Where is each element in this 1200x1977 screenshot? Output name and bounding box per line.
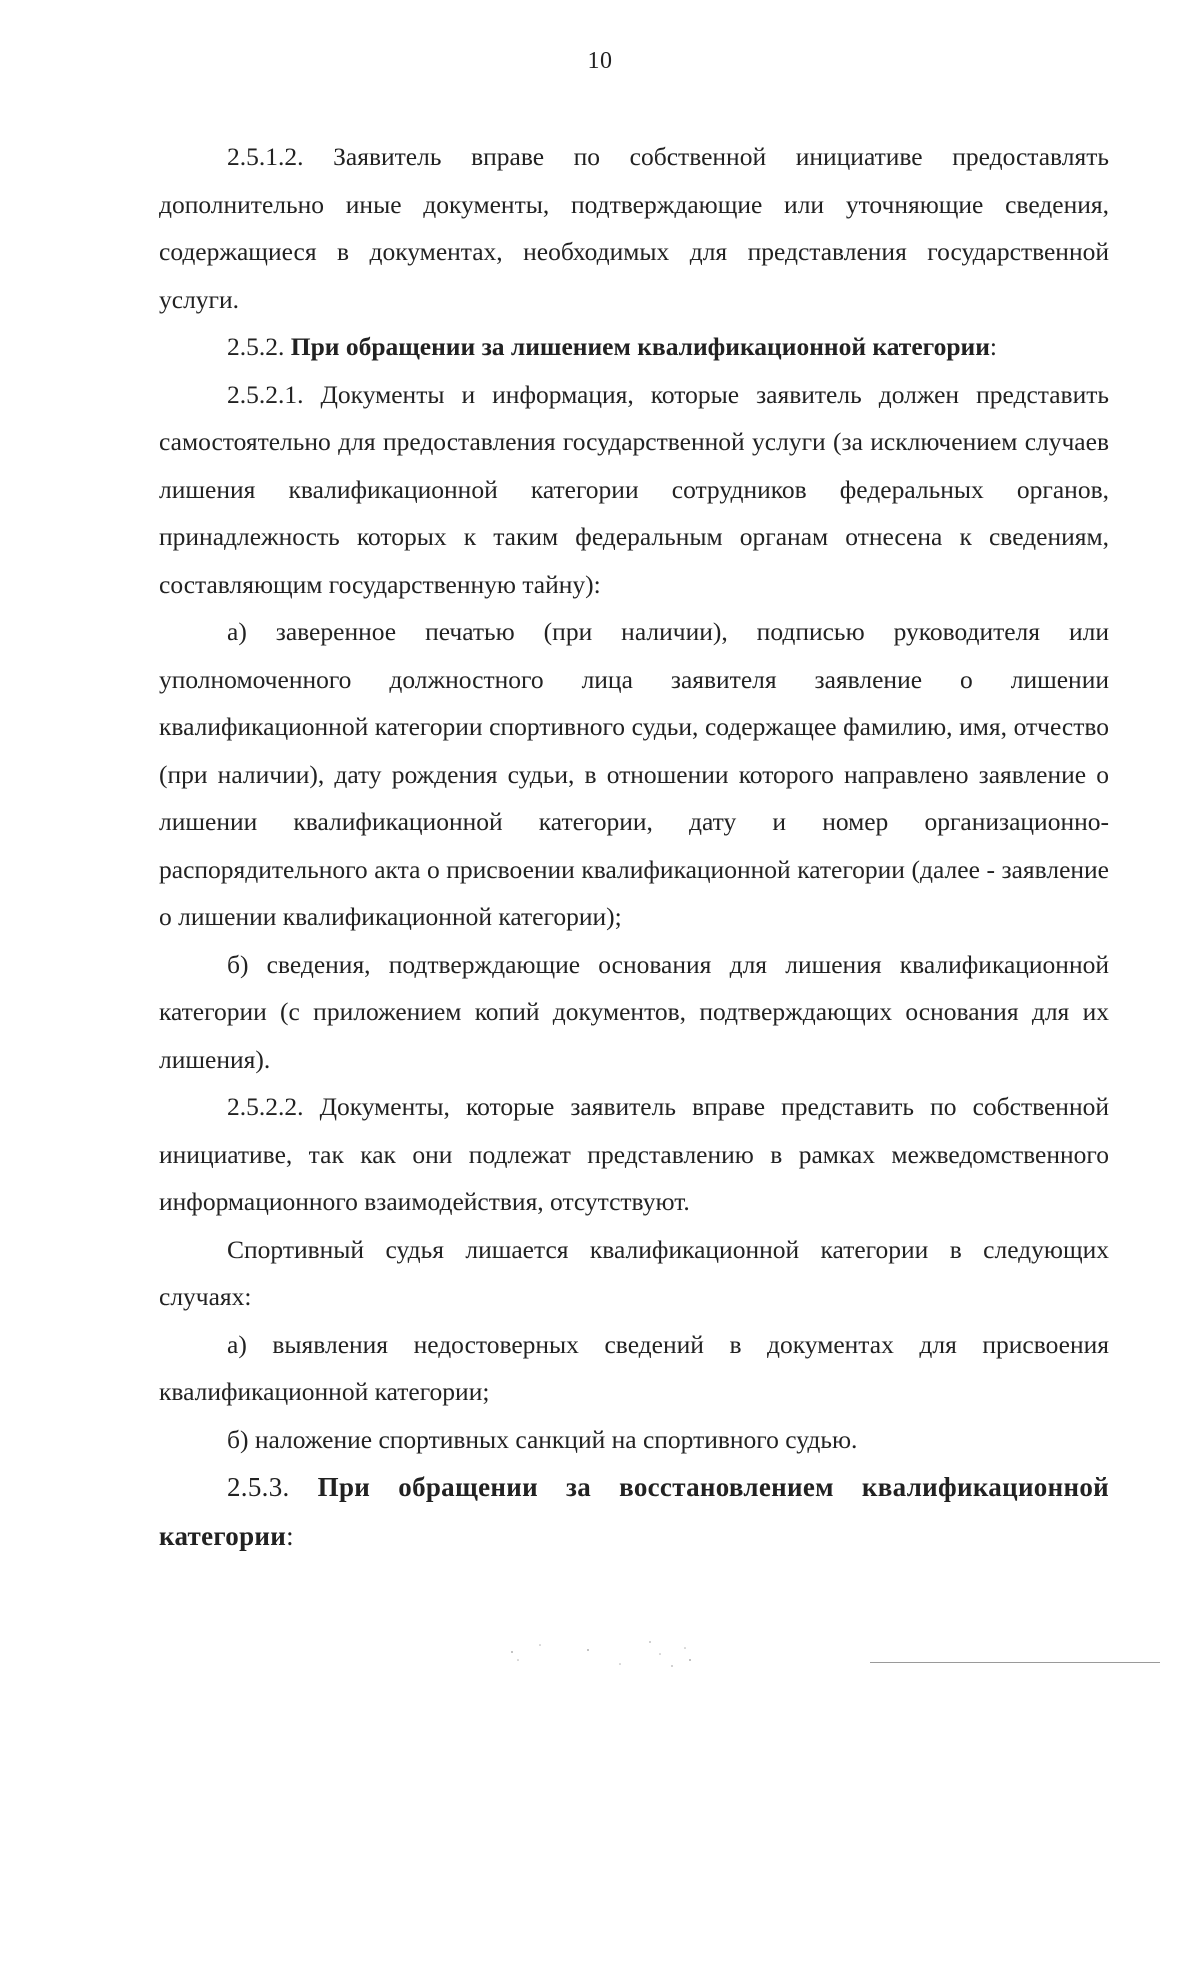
- section-title-2-5-3: При обращении за восстановлением квалификационной категории: [159, 1472, 1109, 1551]
- deprivation-case-b: б) наложение спортивных санкций на спортивного судью.: [227, 1424, 858, 1454]
- document-body: [159, 133, 1109, 1561]
- section-colon-2-5-3: :: [286, 1521, 294, 1551]
- section-title-2-5-2: При обращении за лишением квалификационной категории: [290, 332, 990, 361]
- page-number: 10: [587, 48, 613, 74]
- section-heading-2-5-3: [159, 1463, 1109, 1561]
- paragraph-2-5-2-2: 2.5.2.2. Документы, которые заявитель вправе представить по собственной инициативе, так как они подлежат представлению в рамках межведомственного информационного взаимодействия, отсутствуют.: [159, 1092, 1109, 1216]
- scan-line-artifact: [870, 1662, 1160, 1663]
- deprivation-cases-intro: Спортивный судья лишается квалификационной категории в следующих случаях:: [159, 1234, 1109, 1311]
- section-number-2-5-2: 2.5.2.: [227, 332, 291, 361]
- paragraph-2-5-2-1: 2.5.2.1. Документы и информация, которые заявитель должен представить самостоятельно для предоставления государственной услуги (за исключением случаев лишения квалификационной категории сотрудников федеральных органов, принадлежность которых к таким федеральным органам отнесена к сведениям, составляющим государственную тайну):: [159, 379, 1109, 599]
- list-item-b-evidence: б) сведения, подтверждающие основания для лишения квалификационной категории (с приложением копий документов, подтверждающих основания для их лишения).: [159, 949, 1109, 1074]
- section-heading-2-5-2: [159, 323, 1109, 371]
- deprivation-case-a: а) выявления недостоверных сведений в документах для присвоения квалификационной категории;: [159, 1329, 1109, 1406]
- list-item-a-application: а) заверенное печатью (при наличии), подписью руководителя или уполномоченного должностного лица заявителя заявление о лишении квалификационной категории спортивного судьи, содержащее фамилию, имя, отчество (при наличии), дату рождения судьи, в отношении которого направлено заявление о лишении квалификационной категории, дату и номер организационно-распорядительного акта о присвоении квалификационной категории (далее - заявление о лишении квалификационной категории);: [159, 617, 1109, 931]
- section-number-2-5-3: 2.5.3.: [227, 1472, 318, 1502]
- section-colon-2-5-2: :: [989, 332, 997, 361]
- scan-noise-marks: [500, 1620, 1200, 1680]
- paragraph-2-5-1-2: 2.5.1.2. Заявитель вправе по собственной инициативе предоставлять дополнительно иные документы, подтверждающие или уточняющие сведения, содержащиеся в документах, необходимых для представления государственной услуги.: [159, 142, 1109, 314]
